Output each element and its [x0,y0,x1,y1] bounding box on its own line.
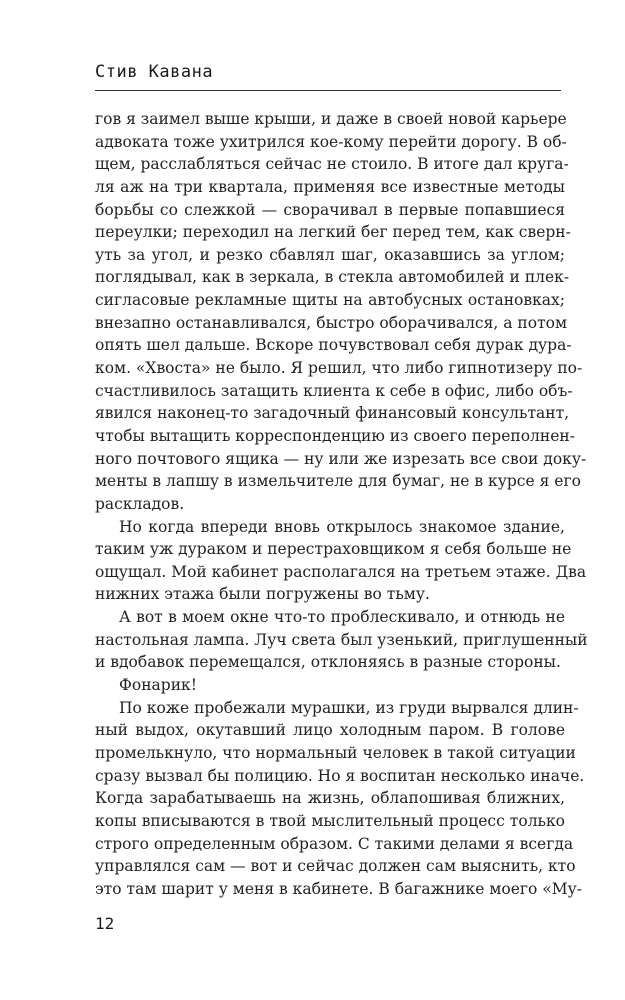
text-line: чтобы вытащить корреспонденцию из своего переполнен- [95,426,575,445]
text-line: переулки; переходил на легкий бег перед тем, как сверн- [95,223,571,242]
text-line: внезапно останавливался, быстро оборачивался, а потом [95,313,568,332]
text-line: ком. «Хвоста» не было. Я решил, что либо гипнотизеру по- [95,359,583,378]
paragraph [95,697,585,901]
text-line: строго определенным образом. С такими делами я всегда [95,834,574,853]
text-line: По коже пробежали мурашки, из груди вырвался длин- [119,698,579,717]
text-line: ля аж на три квартала, применяя все известные методы [95,177,565,196]
text-line: гов я заимел выше крыши, и даже в своей новой карьере [95,110,567,128]
text-line: А вот в моем окне что-то проблескивало, и отнюдь не [119,608,565,627]
text-line: и вдобавок перемещался, отклоняясь в разные стороны. [95,653,561,672]
text-line: управлялся сам — вот и сейчас должен сам выяснить, кто [95,857,576,876]
text-line: сразу вызвал бы полицию. Но я воспитан несколько иначе. [95,766,585,785]
paragraph [95,516,587,607]
text-line: явился наконец-то загадочный финансовый консультант, [95,404,570,423]
paragraph [95,606,588,674]
text-line: поглядывал, как в зеркала, в стекла автомобилей и плек- [95,268,570,287]
text-line: опять шел дальше. Вскоре почувствовал себя дурак дура- [95,336,572,355]
text-line: ощущал. Мой кабинет располагался на третьем этаже. Два [95,562,587,581]
text-line: копы вписываются в твой мыслительный процесс только [95,811,565,830]
running-head: Стив Кавана [95,62,214,82]
text-line: настольная лампа. Луч света был узенький, приглушенный [95,630,588,649]
body-text [95,108,588,900]
text-line: менты в лапшу в измельчителе для бумаг, не в курсе я его [95,472,581,491]
text-line: Фонарик! [119,676,197,695]
page-number: 12 [95,914,115,933]
text-line: ного почтового ящика — ну или же изрезать все свои доку- [95,449,587,468]
text-line: счастливилось затащить клиента к себе в офис, либо объ- [95,381,573,400]
paragraph [95,108,587,516]
text-line: раскладов. [95,494,185,513]
paragraph [95,674,565,697]
text-line: таким уж дураком и перестраховщиком я себя больше не [95,540,572,559]
text-line: сигласовые рекламные щиты на автобусных остановках; [95,291,565,310]
header-rule [95,90,561,91]
text-line: уть за угол, и резко сбавлял шаг, оказавшись за углом; [95,245,565,264]
text-line: Когда зарабатываешь на жизнь, облапошивая ближних, [95,789,565,808]
text-line: промелькнуло, что нормальный человек в такой ситуации [95,743,576,762]
text-line: нижних этажа были погружены во тьму. [95,585,430,604]
text-line: ный выдох, окутавший лицо холодным паром. В голове [95,721,565,740]
text-line: это там шарит у меня в кабинете. В багажнике моего «Му- [95,879,582,898]
text-line: борьбы со слежкой — сворачивал в первые попавшиеся [95,200,565,219]
text-line: адвоката тоже ухитрился кое-кому перейти дорогу. В об- [95,132,567,151]
text-line: Но когда впереди вновь открылось знакомое здание, [119,517,565,536]
text-line: щем, расслабляться сейчас не стоило. В итоге дал круга- [95,155,569,174]
